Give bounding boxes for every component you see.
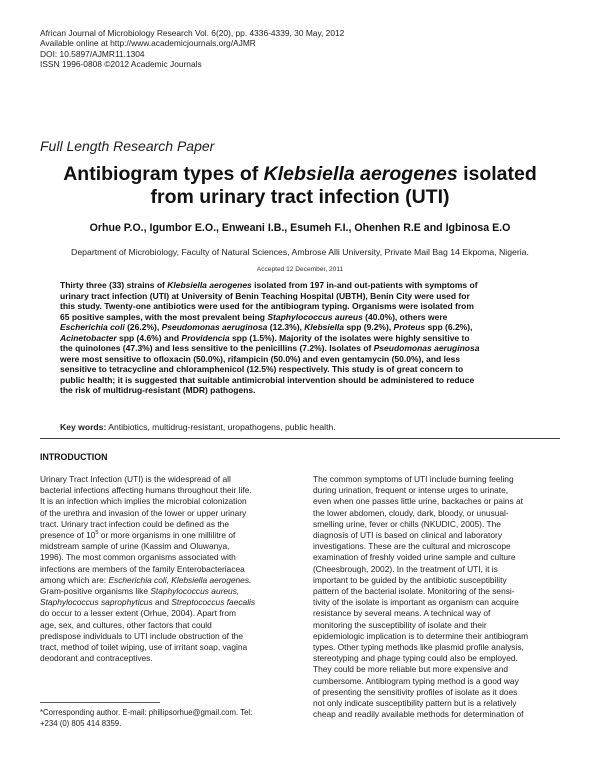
abstract-organism: Providencia <box>181 332 230 343</box>
body-line <box>40 586 295 597</box>
body-column-right <box>313 474 563 720</box>
body-line <box>40 597 295 608</box>
paper-type: Full Length Research Paper <box>40 138 215 154</box>
body-line: (Cheesbrough, 2002). In the treatment of UTI, it is <box>313 563 498 574</box>
paper-title <box>30 163 570 209</box>
abstract-text: (26.2%), <box>124 322 162 332</box>
abstract-organism: Acinetobacter <box>60 332 117 343</box>
title-line-2: from urinary tract infection (UTI) <box>150 186 450 208</box>
body-line: examination of freshly voided urine sample and culture <box>313 552 516 563</box>
body-line: epidemiologic implication is to determine their antibiogram <box>313 630 529 641</box>
body-line: cheap and readily available methods for determination of <box>313 709 524 720</box>
body-line: even when one passes little urine, backaches or pains at <box>313 496 523 507</box>
footnote-line: *Corresponding author. E-mail: phillipsorhue@gmail.com. Tel: <box>40 708 253 717</box>
abstract-line: this study. Twenty-one antibiotics were used for the antibiogram typing. Organisms were isolated from <box>60 301 474 311</box>
abstract-organism: Escherichia coli <box>60 322 125 332</box>
body-line: age, sex, and cultures, other factors that could <box>40 619 212 630</box>
body-line: tract, method of toilet wiping, use of irritant soap, vagina <box>40 642 248 653</box>
body-column-left <box>40 474 295 664</box>
footnote-line: +234 (0) 805 414 8359. <box>40 718 122 728</box>
body-line: They could be more reliable but more expensive and <box>313 664 509 675</box>
body-line: tract. Urinary tract infection could be defined as the <box>40 518 230 529</box>
title-text: isolated <box>457 163 537 185</box>
abstract-text: the quinolones (47.3%) and less sensitive to the penicillins (7.2%). Isolates of <box>60 343 374 353</box>
body-line: 1996). The most common organisms associated with <box>40 552 236 563</box>
section-divider <box>40 438 560 439</box>
body-organism: Escherichia coli, Klebsiella aerogenes. <box>108 574 252 585</box>
body-line: Urinary Tract Infection (UTI) is the widespread of all <box>40 474 231 484</box>
abstract-line: the risk of multidrug-resistant (MDR) pathogens. <box>60 385 256 395</box>
body-line: pattern of the bacterial isolate. Monitoring of the sensi- <box>313 586 515 597</box>
body-text: presence of 10 <box>40 530 96 541</box>
introduction-heading: INTRODUCTION <box>40 452 108 462</box>
body-line: during urination, frequent or intense urges to urinate, <box>313 485 509 496</box>
title-line-1 <box>30 163 570 186</box>
body-text: Gram-positive organisms like <box>40 586 151 597</box>
abstract-line: were most sensitive to ofloxacin (50.0%), rifampicin (50.0%) and even gentamycin (50.0%), and less <box>60 353 461 364</box>
abstract-text: (40.0%), others were <box>362 311 448 322</box>
body-organism: Staphylococcus aureus, <box>150 586 240 597</box>
body-text: or more organisms in one millilitre of <box>98 530 236 541</box>
abstract-organism: Pseudomonas aeruginosa <box>161 322 268 332</box>
abstract-organism: Klebsiella aerogenes <box>167 280 252 290</box>
title-organism: Klebsiella aerogenes <box>263 163 458 185</box>
abstract-text: (12.3%), <box>267 322 305 332</box>
body-line: do occur to a lesser extent (Orhue, 2004). Apart from <box>40 608 236 619</box>
body-line: smelling urine, fever or chills (NKUDIC, 2005). The <box>313 518 501 529</box>
body-line: bacterial infections affecting humans throughout their life. <box>40 485 252 496</box>
abstract-line: public health; it is suggested that suitable antimicrobial intervention should be administered to reduce <box>60 374 475 385</box>
body-line: monitoring the susceptibility of isolate and their <box>313 619 487 630</box>
abstract-line <box>60 312 545 323</box>
body-line: midstream sample of urine (Kassim and Oluwanya, <box>40 541 230 552</box>
authors: Orhue P.O., Igumbor E.O., Enweani I.B., Esumeh F.I., Ohenhen R.E and Igbinosa E.O <box>89 222 511 234</box>
keywords-text: Antibiotics, multidrug-resistant, uropathogens, public health. <box>106 422 336 432</box>
abstract-line: sensitive to tetracycline and chloramphenicol (12.5%) respectively. This study is of great concern to <box>60 364 464 374</box>
journal-info <box>40 28 344 70</box>
abstract-line <box>60 280 545 291</box>
body-line: cumbersome. Antibiogram typing method is a good way <box>313 675 519 686</box>
corresponding-author-footnote <box>40 708 252 729</box>
keywords <box>60 422 336 432</box>
body-line: resistance by several means. A technical way of <box>313 608 491 619</box>
accepted-date: Accepted 12 December, 2011 <box>256 266 344 273</box>
body-line: stereotyping and phage typing could also be employed. <box>313 653 518 664</box>
abstract-text: spp (9.2%), <box>343 322 394 332</box>
abstract-text: spp (1.5%). Majority of the isolates were highly sensitive to <box>229 332 470 343</box>
body-line: diagnosis of UTI is based on clinical and laboratory <box>313 530 503 541</box>
body-line: deodorant and contraceptives. <box>40 653 153 664</box>
body-line <box>40 575 295 586</box>
abstract-line <box>60 343 545 354</box>
abstract-text: Thirty three (33) strains of <box>60 280 168 290</box>
abstract-organism: Klebsiella <box>304 322 344 332</box>
affiliation: Department of Microbiology, Faculty of Natural Sciences, Ambrose Alli University, Private Mail Bag 14 Ekpoma, Nigeria. <box>71 247 529 257</box>
abstract-organism: Pseudomonas aeruginosa <box>373 343 480 353</box>
abstract-line <box>60 333 545 344</box>
body-line: types. Other typing methods like plasmid profile analysis, <box>313 642 524 653</box>
abstract <box>60 280 545 396</box>
journal-citation: African Journal of Microbiology Research Vol. 6(20), pp. 4336-4339, 30 May, 2012 <box>40 28 345 38</box>
abstract-text: spp (6.2%), <box>425 322 473 332</box>
body-line: important to be guided by the antibiotic susceptibility <box>313 574 507 585</box>
body-line: not only indicate susceptibility pattern but is a relatively <box>313 698 517 709</box>
journal-url: Available online at http://www.academicjournals.org/AJMR <box>40 38 256 49</box>
abstract-organism: Staphylococcus aureus <box>267 311 363 322</box>
body-line: infections are members of the family Enterobacteriacea <box>40 563 245 574</box>
body-line: It is an infection which implies the microbial colonization <box>40 496 247 507</box>
title-text: Antibiogram types of <box>63 163 264 185</box>
body-line <box>40 530 295 541</box>
body-line: the lower abdomen, cloudy, dark, bloody, or unusual- <box>313 507 509 518</box>
body-line: of the urethra and invasion of the lower or upper urinary <box>40 507 247 518</box>
abstract-line <box>60 322 545 333</box>
abstract-organism: Proteus <box>393 322 426 332</box>
journal-doi: DOI: 10.5897/AJMR11.1304 <box>40 48 145 59</box>
exponent: 5 <box>95 530 99 537</box>
body-line: tivity of the isolate is important as organism can acquire <box>313 597 519 608</box>
abstract-line: urinary tract infection (UTI) at University of Benin Teaching Hospital (UBTH), Benin City were used for <box>60 290 470 301</box>
body-line: predispose individuals to UTI include obstruction of the <box>40 630 243 641</box>
body-organism: Staphylococcus saprophyticus <box>40 597 153 608</box>
body-line: investigations. These are the cultural and microscope <box>313 541 511 552</box>
body-line: The common symptoms of UTI include burning feeling <box>313 474 514 484</box>
journal-issn: ISSN 1996-0808 ©2012 Academic Journals <box>40 59 202 70</box>
abstract-text: 65 positive samples, with the most prevalent being <box>60 311 268 322</box>
abstract-text: spp (4.6%) and <box>116 332 182 343</box>
keywords-label: Key words: <box>60 422 107 432</box>
body-text: and <box>152 597 172 608</box>
footnote-divider <box>40 702 160 703</box>
body-line: of presenting the sensitivity profiles of isolate as it does <box>313 686 518 697</box>
body-text: among which are: <box>40 574 109 585</box>
body-organism: Streptococcus faecalis <box>171 597 256 608</box>
abstract-text: isolated from 197 in-and out-patients with symptoms of <box>251 280 478 290</box>
